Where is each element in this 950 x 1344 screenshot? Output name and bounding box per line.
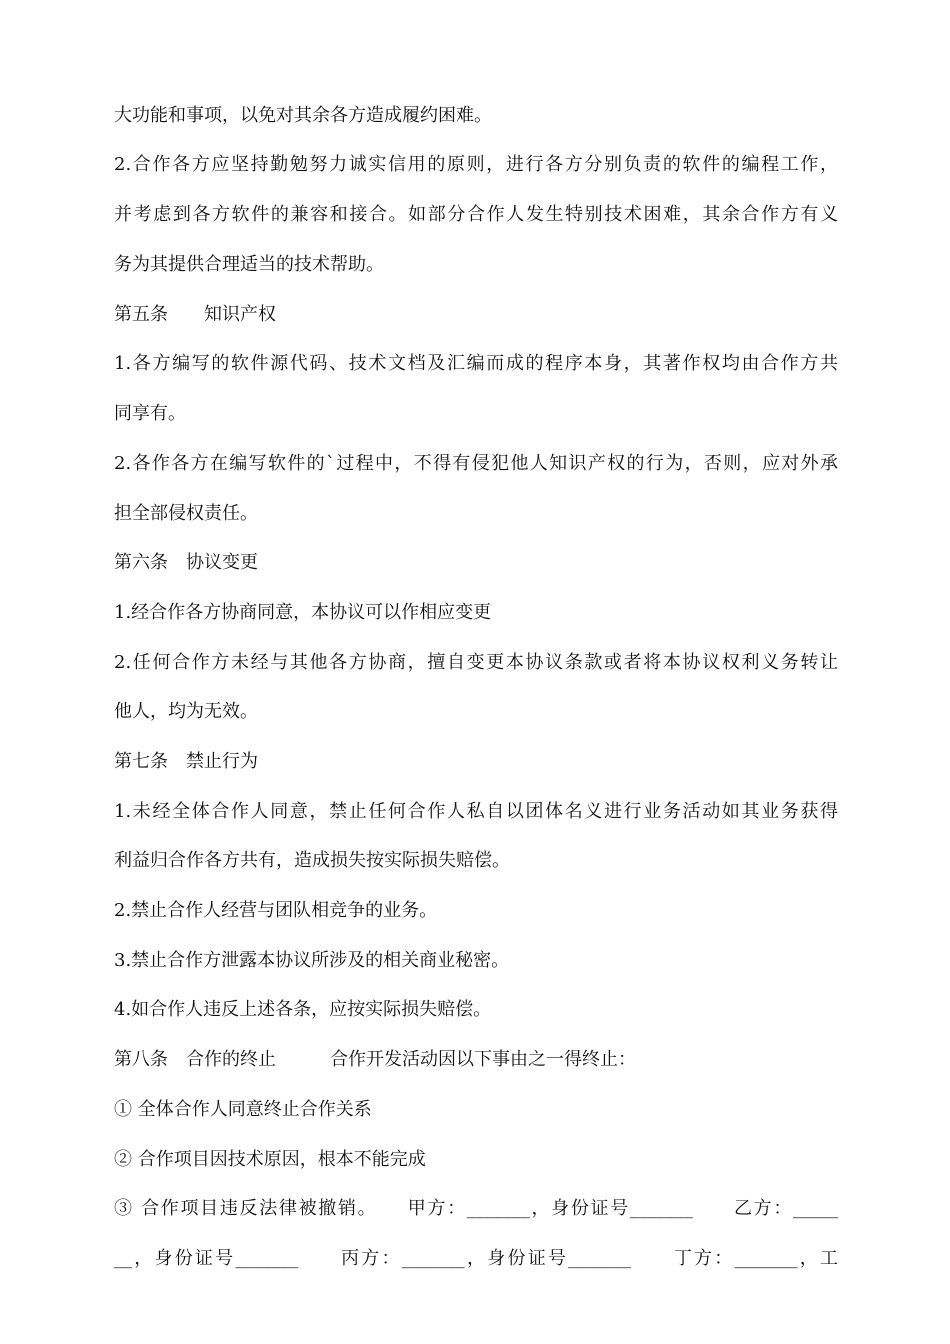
list-item: ① 全体合作人同意终止合作关系	[114, 1099, 372, 1120]
paragraph-line: 他人，均为无效。	[114, 701, 258, 722]
paragraph-line: 1.未经全体合作人同意，禁止任何合作人私自以团体名义进行业务活动如其业务获得	[114, 801, 838, 822]
section-heading: 第五条 知识产权	[114, 304, 276, 325]
section-heading: 第八条 合作的终止 合作开发活动因以下事由之一得终止：	[114, 1049, 636, 1070]
section-heading: 第六条 协议变更	[114, 552, 258, 573]
paragraph-line: 4.如合作人违反上述各条，应按实际损失赔偿。	[114, 999, 492, 1020]
paragraph-line: 同享有。	[114, 403, 186, 424]
paragraph-line: 大功能和事项，以免对其余各方造成履约困难。	[114, 105, 492, 126]
section-heading: 第七条 禁止行为	[114, 751, 258, 772]
paragraph-line: 担全部侵权责任。	[114, 503, 258, 524]
paragraph-line: 利益归合作各方共有，造成损失按实际损失赔偿。	[114, 850, 510, 871]
paragraph-line: 2.任何合作方未经与其他各方协商，擅自变更本协议条款或者将本协议权利义务转让	[114, 652, 838, 673]
signature-line: __，身份证号_______ 丙方：_______，身份证号_______ 丁方：_______，工	[114, 1248, 838, 1269]
paragraph-line: 2.合作各方应坚持勤勉努力诚实信用的原则，进行各方分别负责的软件的编程工作，	[114, 154, 838, 175]
list-item: ② 合作项目因技术原因，根本不能完成	[114, 1149, 426, 1170]
paragraph-line: 1.经合作各方协商同意，本协议可以作相应变更	[114, 602, 492, 623]
paragraph-line: 2.各作各方在编写软件的`过程中，不得有侵犯他人知识产权的行为，否则，应对外承	[114, 453, 838, 474]
list-item: ③ 合作项目违反法律被撤销。 甲方：_______，身份证号_______ 乙方：_____	[114, 1198, 838, 1219]
paragraph-line: 3.禁止合作方泄露本协议所涉及的相关商业秘密。	[114, 950, 510, 971]
paragraph-line: 1.各方编写的软件源代码、技术文档及汇编而成的程序本身，其著作权均由合作方共	[114, 353, 838, 374]
paragraph-line: 务为其提供合理适当的技术帮助。	[114, 254, 384, 275]
paragraph-line: 并考虑到各方软件的兼容和接合。如部分合作人发生特别技术困难，其余合作方有义	[114, 204, 838, 225]
paragraph-line: 2.禁止合作人经营与团队相竞争的业务。	[114, 900, 438, 921]
